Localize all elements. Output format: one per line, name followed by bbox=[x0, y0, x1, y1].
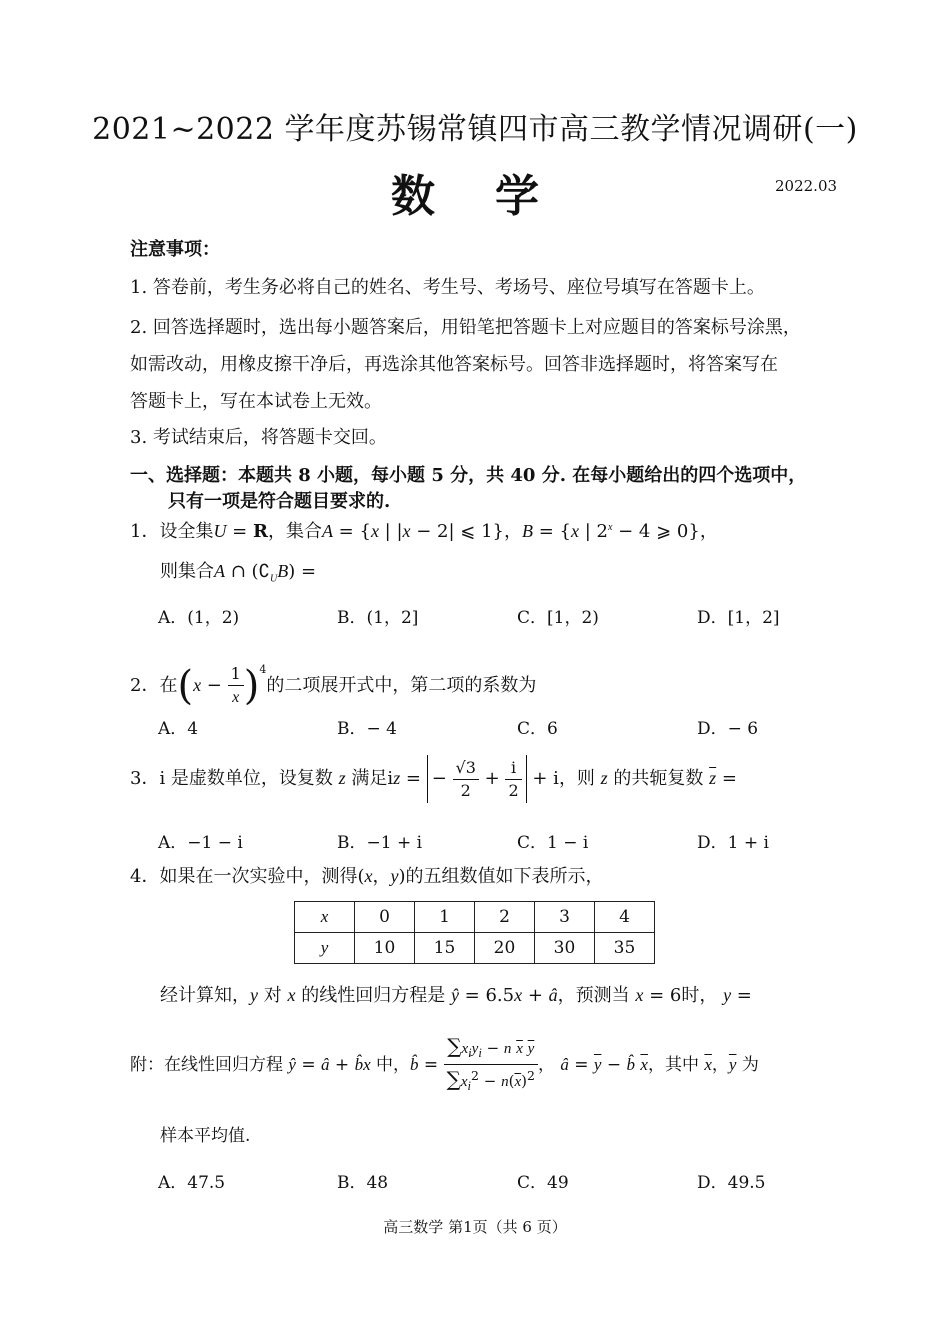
question-3-stem: 3．i 是虚数单位，设复数 z 满足iz = − $\frac{√3}{2}$ + $\frac{i}{2}$ + i，则 z 的共轭复数 $\overline{z}$ = bbox=[130, 754, 737, 803]
question-1-option-a: A．(1，2) bbox=[158, 608, 240, 628]
question-4-option-a: A．47.5 bbox=[158, 1173, 226, 1193]
notice-item-2-line2: 如需改动，用橡皮擦干净后，再选涂其他答案标号。回答非选择题时，将答案写在 bbox=[130, 354, 778, 375]
question-1-option-d: D．[1，2] bbox=[697, 608, 780, 628]
question-number: 2． bbox=[130, 675, 160, 696]
question-1-stem: 1．设全集U = R，集合A = {x | |x − 2| ⩽ 1}，B = {x | $2^x - 4$ ⩾ 0}， bbox=[130, 521, 718, 542]
page-footer: 高三数学 第1页（共 6 页） bbox=[383, 1218, 567, 1236]
notice-item-2-line3: 答题卡上，写在本试卷上无效。 bbox=[130, 391, 382, 412]
question-1-option-b: B．(1，2] bbox=[337, 608, 419, 628]
question-3-option-c: C．1 − i bbox=[517, 833, 589, 853]
question-2-option-b: B．− 4 bbox=[337, 719, 397, 739]
exam-date: 2022.03 bbox=[775, 177, 838, 195]
question-1-option-c: C．[1，2) bbox=[517, 608, 599, 628]
question-number: 3． bbox=[130, 768, 160, 789]
question-3-option-b: B．−1 + i bbox=[337, 833, 423, 853]
question-4-note-line2: 样本平均值. bbox=[160, 1126, 251, 1146]
table-cell: 1 bbox=[415, 902, 475, 933]
table-cell: 35 bbox=[595, 933, 655, 964]
question-4-stem: 4．如果在一次实验中，测得(x，y)的五组数值如下表所示， bbox=[130, 866, 604, 887]
question-number: 1． bbox=[130, 521, 160, 542]
exam-title: 2021~2022 学年度苏锡常镇四市高三教学情况调研(一) bbox=[92, 112, 858, 147]
table-cell: 15 bbox=[415, 933, 475, 964]
question-4-option-d: D．49.5 bbox=[697, 1173, 766, 1193]
question-4-option-c: C．49 bbox=[517, 1173, 569, 1193]
table-cell: 0 bbox=[355, 902, 415, 933]
table-cell: 10 bbox=[355, 933, 415, 964]
section-heading-line1: 一、选择题：本题共 8 小题，每小题 5 分，共 40 分. 在每小题给出的四个选项中， bbox=[130, 465, 807, 486]
question-4-option-b: B．48 bbox=[337, 1173, 389, 1193]
table-row bbox=[295, 902, 655, 933]
question-3-option-a: A．−1 − i bbox=[158, 833, 243, 853]
table-cell: 4 bbox=[595, 902, 655, 933]
notice-heading: 注意事项： bbox=[130, 239, 220, 260]
table-header-cell: x bbox=[295, 902, 355, 933]
table-cell: 20 bbox=[475, 933, 535, 964]
notice-item-1: 1. 答卷前，考生务必将自己的姓名、考生号、考场号、座位号填写在答题卡上。 bbox=[130, 277, 765, 298]
question-2-stem: 2．在(x − $\frac{1}{x}$ )$^4$的二项展开式中，第二项的系数为 bbox=[130, 663, 537, 709]
notice-item-2-line1: 2. 回答选择题时，选出每小题答案后，用铅笔把答题卡上对应题目的答案标号涂黑， bbox=[130, 317, 801, 338]
table-cell: 3 bbox=[535, 902, 595, 933]
question-3-option-d: D．1 + i bbox=[697, 833, 769, 853]
subject-title: 数学 bbox=[391, 171, 599, 222]
table-cell: 2 bbox=[475, 902, 535, 933]
table-cell: 30 bbox=[535, 933, 595, 964]
question-2-option-d: D．− 6 bbox=[697, 719, 759, 739]
question-1-line2: 则集合A ∩ $(∁_UB)$ = bbox=[160, 561, 317, 585]
question-2-option-a: A．4 bbox=[158, 719, 199, 739]
table-header-cell: y bbox=[295, 933, 355, 964]
question-4-formula-note: 附：在线性回归方程 ŷ = â + b̂x 中，b̂ = $\frac{\sum x_iy_i - n \overline{x} \overline{y}}{\sum x_i^2 - n(\overline{x})^2}$ ， â = $\overline{y}$ − b̂ $\overline{x}$，其中 $\overline{x}$，$\overline{y}$ 为 bbox=[130, 1033, 759, 1093]
section-heading-line2: 只有一项是符合题目要求的. bbox=[168, 491, 391, 512]
question-4-regression-line: 经计算知，y 对 x 的线性回归方程是 ŷ = 6.5x + â，预测当 x = 6时， y = bbox=[160, 985, 752, 1006]
question-2-option-c: C．6 bbox=[517, 719, 558, 739]
notice-item-3: 3. 考试结束后，将答题卡交回。 bbox=[130, 427, 387, 448]
table-row bbox=[295, 933, 655, 964]
data-table bbox=[294, 901, 655, 964]
question-number: 4． bbox=[130, 866, 160, 887]
